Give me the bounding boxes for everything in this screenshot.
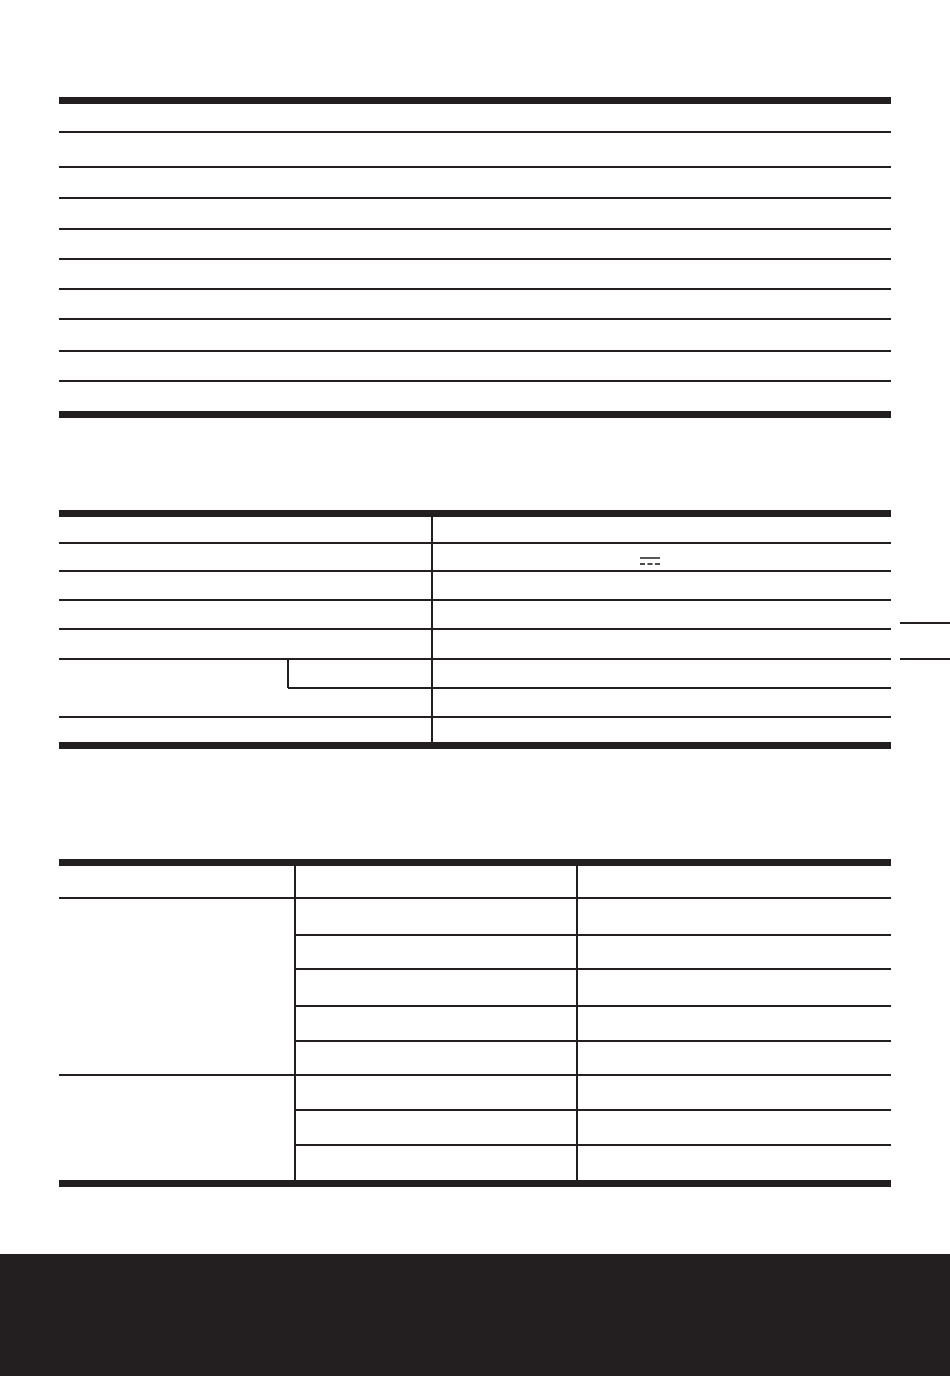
table-row xyxy=(59,658,891,660)
table-3-column-divider xyxy=(294,865,296,1182)
table-row xyxy=(59,380,891,382)
table-row xyxy=(59,570,891,572)
table-row xyxy=(59,166,891,168)
table-2-column-divider xyxy=(431,516,433,744)
table-row xyxy=(295,934,891,936)
table-row xyxy=(59,228,891,230)
table-row xyxy=(295,1040,891,1042)
table-3-column-divider xyxy=(576,865,578,1182)
table-row xyxy=(59,542,891,544)
footer-band xyxy=(0,1254,950,1376)
table-2-column-divider xyxy=(287,660,289,688)
table-row xyxy=(59,131,891,133)
table-row xyxy=(59,1074,891,1076)
side-tab-bottom-line xyxy=(900,658,950,660)
table-1-bottom-rule xyxy=(59,411,891,418)
table-1-top-rule xyxy=(59,97,891,104)
table-row xyxy=(59,318,891,320)
table-row xyxy=(295,1109,891,1111)
dc-current-icon xyxy=(640,556,660,566)
table-3-bottom-rule xyxy=(59,1180,891,1187)
table-2-bottom-rule xyxy=(59,742,891,749)
table-row xyxy=(59,716,891,718)
table-row xyxy=(295,1144,891,1146)
table-row xyxy=(59,897,891,899)
table-2-top-rule xyxy=(59,510,891,517)
side-tab-top-line xyxy=(900,622,950,624)
table-row xyxy=(59,350,891,352)
table-row xyxy=(288,687,891,689)
table-3-top-rule xyxy=(59,859,891,866)
table-row xyxy=(295,968,891,970)
table-row xyxy=(59,628,891,630)
table-row xyxy=(59,599,891,601)
table-row xyxy=(59,258,891,260)
table-row xyxy=(295,1005,891,1007)
table-row xyxy=(59,288,891,290)
table-row xyxy=(59,197,891,199)
